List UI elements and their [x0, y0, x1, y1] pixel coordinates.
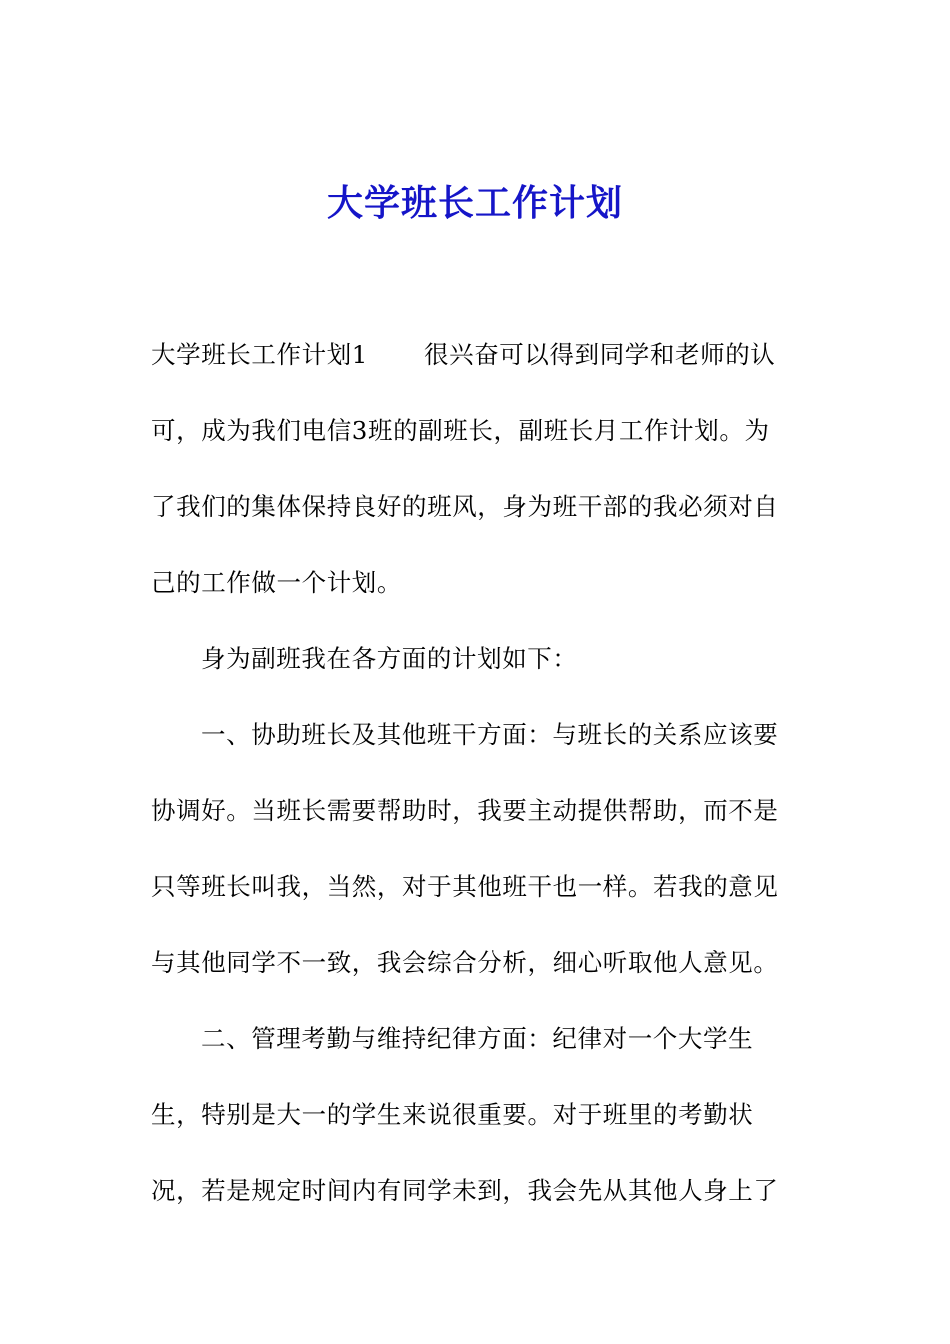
paragraph-line: 与其他同学不一致，我会综合分析，细心听取他人意见。 — [151, 948, 779, 977]
paragraph-line: 身为副班我在各方面的计划如下： — [201, 644, 578, 673]
paragraph-line: 况，若是规定时间内有同学未到，我会先从其他人身上了 — [151, 1176, 779, 1205]
paragraph-line: 己的工作做一个计划。 — [151, 568, 402, 597]
paragraph-line: 只等班长叫我，当然，对于其他班干也一样。若我的意见 — [151, 872, 779, 901]
paragraph-line: 一、协助班长及其他班干方面：与班长的关系应该要 — [201, 720, 779, 749]
document-title: 大学班长工作计划 — [326, 183, 623, 224]
paragraph-line: 协调好。当班长需要帮助时，我要主动提供帮助，而不是 — [151, 796, 779, 825]
paragraph-line: 生，特别是大一的学生来说很重要。对于班里的考勤状 — [151, 1100, 754, 1129]
paragraph-line — [151, 338, 811, 372]
paragraph-line: 了我们的集体保持良好的班风，身为班干部的我必须对自 — [151, 492, 779, 521]
paragraph-text: 很兴奋可以得到同学和老师的认 — [424, 340, 776, 369]
section-heading: 大学班长工作计划1 — [151, 340, 368, 369]
paragraph-line: 可，成为我们电信3班的副班长，副班长月工作计划。为 — [151, 416, 770, 445]
paragraph-line: 二、管理考勤与维持纪律方面：纪律对一个大学生 — [201, 1024, 754, 1053]
